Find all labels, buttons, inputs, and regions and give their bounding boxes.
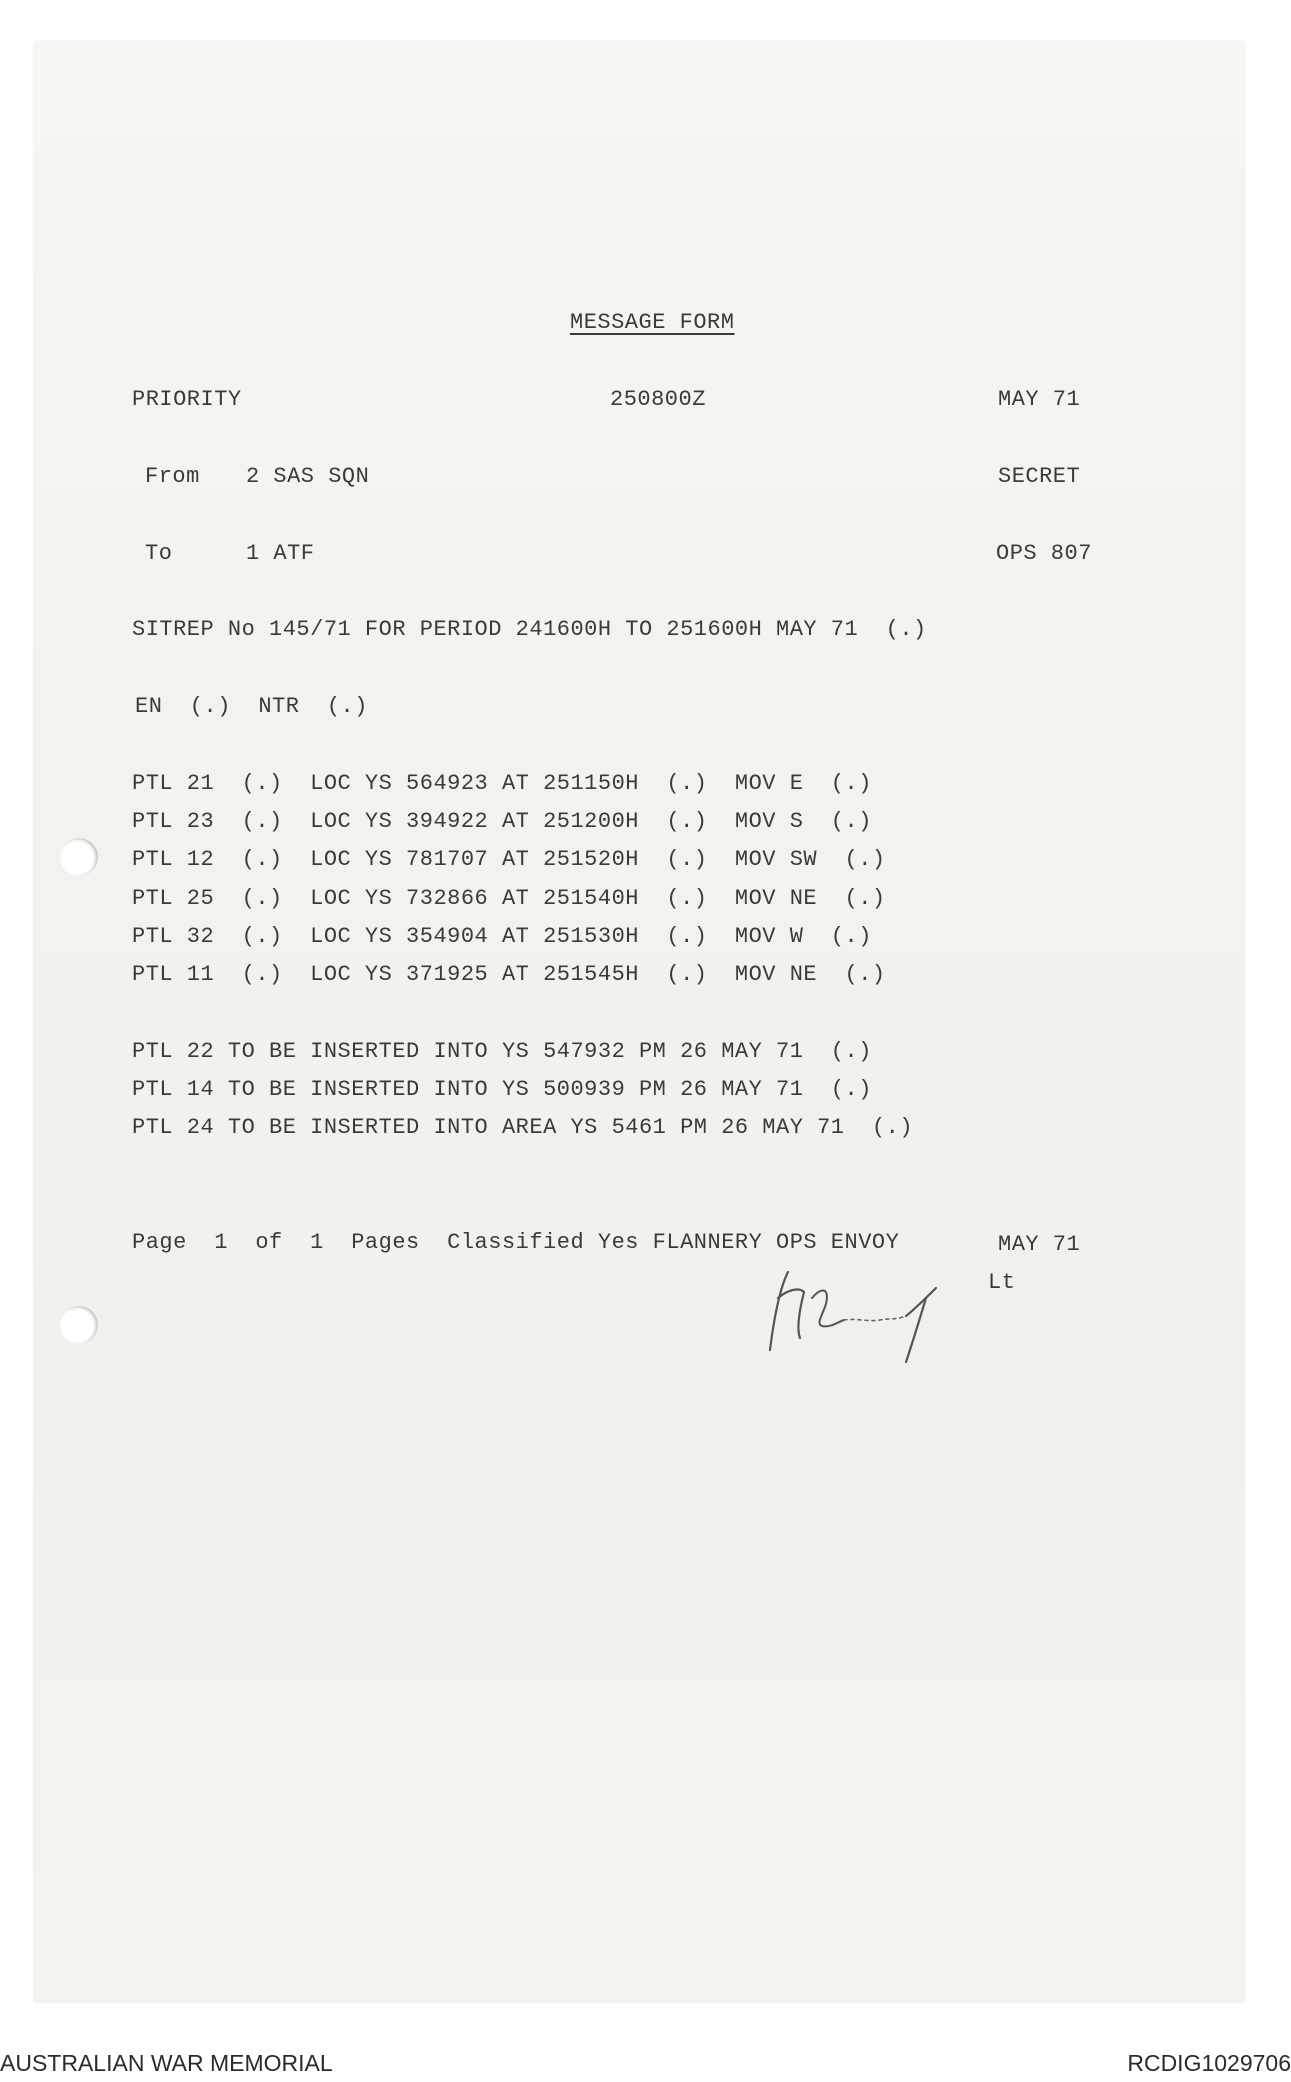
patrol-line: PTL 12 (.) LOC YS 781707 AT 251520H (.) MOV SW (.) <box>132 847 886 872</box>
patrol-line: PTL 25 (.) LOC YS 732866 AT 251540H (.) MOV NE (.) <box>132 886 886 911</box>
handwritten-signature <box>760 1258 950 1368</box>
patrol-line: PTL 32 (.) LOC YS 354904 AT 251530H (.) MOV W (.) <box>132 924 872 949</box>
date-time-group: 250800Z <box>610 387 706 412</box>
page-classification-line: Page 1 of 1 Pages Classified Yes FLANNERY OPS ENVOY <box>132 1230 900 1255</box>
signatory-rank: Lt <box>988 1270 1016 1295</box>
sitrep-line: SITREP No 145/71 FOR PERIOD 241600H TO 251600H MAY 71 (.) <box>132 617 927 642</box>
classification: SECRET <box>998 464 1081 489</box>
from-value: 2 SAS SQN <box>246 464 370 489</box>
institution-credit: AUSTRALIAN WAR MEMORIAL <box>0 2050 333 2076</box>
insertion-line: PTL 14 TO BE INSERTED INTO YS 500939 PM 26 MAY 71 (.) <box>132 1077 872 1102</box>
insertion-line: PTL 22 TO BE INSERTED INTO YS 547932 PM 26 MAY 71 (.) <box>132 1039 872 1064</box>
to-value: 1 ATF <box>246 541 315 566</box>
patrol-line: PTL 21 (.) LOC YS 564923 AT 251150H (.) MOV E (.) <box>132 771 872 796</box>
enemy-line: EN (.) NTR (.) <box>135 694 368 719</box>
punch-hole-top <box>60 838 98 876</box>
digitization-reference: RCDIG1029706 <box>1127 2050 1291 2076</box>
punch-hole-bottom <box>60 1306 98 1344</box>
insertion-line: PTL 24 TO BE INSERTED INTO AREA YS 5461 PM 26 MAY 71 (.) <box>132 1115 914 1140</box>
patrol-line: PTL 11 (.) LOC YS 371925 AT 251545H (.) MOV NE (.) <box>132 962 886 987</box>
patrol-line: PTL 23 (.) LOC YS 394922 AT 251200H (.) MOV S (.) <box>132 809 872 834</box>
message-form-sheet <box>34 42 1244 2002</box>
priority-label: PRIORITY <box>132 387 242 412</box>
from-label: From <box>145 464 200 489</box>
header-month: MAY 71 <box>998 387 1081 412</box>
page-line-month: MAY 71 <box>998 1232 1081 1257</box>
form-title: MESSAGE FORM <box>570 310 735 335</box>
ops-reference: OPS 807 <box>996 541 1092 566</box>
to-label: To <box>145 541 173 566</box>
